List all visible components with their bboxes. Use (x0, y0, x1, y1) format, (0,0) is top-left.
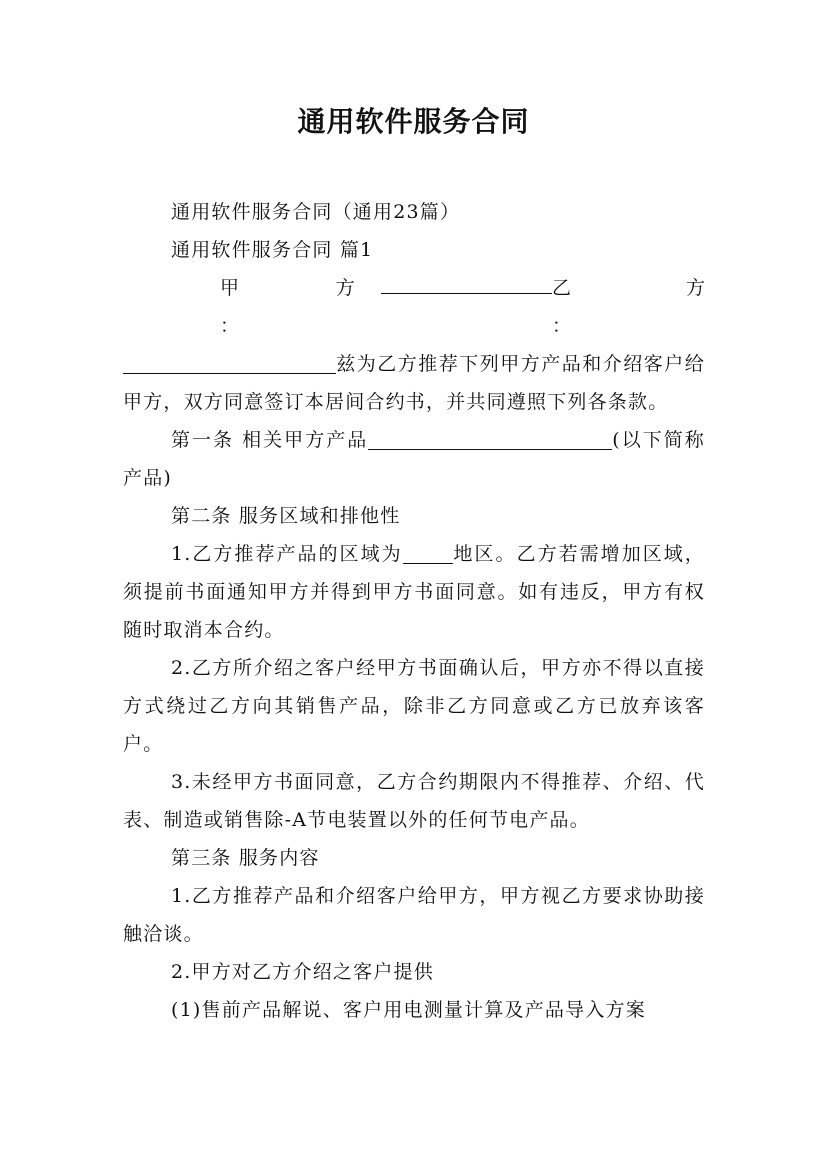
party-a-label: 甲 方 ： (220, 277, 381, 337)
intro-text: 兹为乙方推荐下列甲方产品和介绍客户给甲方，双方同意签订本居间合约书，并共同遵照下列各条款。 (123, 353, 705, 413)
document-body (123, 193, 737, 1029)
article2-item1-prefix: 1.乙方推荐产品的区域为 (171, 543, 403, 565)
party-a-blank (381, 269, 552, 294)
article-3-heading: 第三条 服务内容 (171, 847, 320, 869)
section-heading: 通用软件服务合同 篇1 (171, 239, 374, 261)
article1-suffix: (以下简称产品) (123, 429, 705, 489)
article-2-item-2: 2.乙方所介绍之客户经甲方书面确认后，甲方亦不得以直接方式绕过乙方向其销售产品，除非乙方同意或乙方已放弃该客户。 (123, 657, 705, 755)
article2-item1-suffix: 地区。乙方若需增加区域，须提前书面通知甲方并得到甲方书面同意。如有违反，甲方有权随时取消本合约。 (123, 543, 706, 641)
article-2-item-3: 3.未经甲方书面同意，乙方合约期限内不得推荐、介绍、代表、制造或销售除-A节电装置以外的任何节电产品。 (123, 771, 705, 831)
article-1 (123, 421, 705, 497)
document-title: 通用软件服务合同 (297, 105, 530, 138)
subtitle: 通用软件服务合同（通用23篇） (171, 201, 461, 223)
article-3-item-1: 1.乙方推荐产品和介绍客户给甲方，甲方视乙方要求协助接触洽谈。 (123, 885, 705, 945)
article-2-heading: 第二条 服务区域和排他性 (171, 505, 401, 527)
party-b-label: 乙 方 ： (551, 277, 737, 337)
article1-prefix: 第一条 相关甲方产品 (171, 429, 369, 451)
article-2-item-1 (123, 535, 705, 649)
article-3-item-2: 2.甲方对乙方介绍之客户提供 (171, 961, 434, 983)
article-3-item-2-sub-1: (1)售前产品解说、客户用电测量计算及产品导入方案 (171, 999, 646, 1021)
product-blank (368, 425, 612, 450)
party-b-blank (123, 349, 336, 374)
party-line (123, 269, 737, 345)
intro-paragraph (123, 345, 705, 421)
region-blank (403, 539, 453, 564)
